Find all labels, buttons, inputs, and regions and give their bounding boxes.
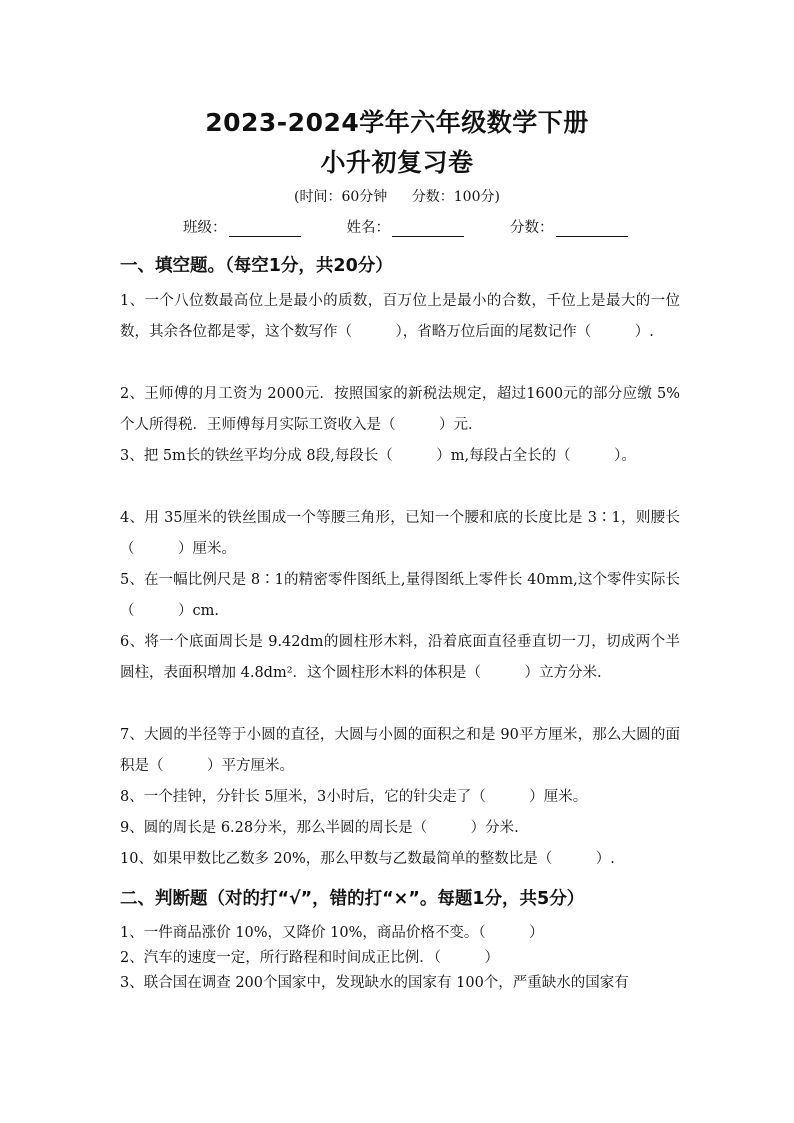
question-fill-6: 6、将一个底面周长是 9.42dm的圆柱形木料，沿着底面直径垂直切一刀，切成两个半圆柱，表面积增加 4.8dm²．这个圆柱形木料的体积是（ ）立方分米. <box>120 634 680 681</box>
class-blank[interactable] <box>229 220 301 237</box>
score-label: 分数： <box>510 220 554 236</box>
question-fill-9: 9、圆的周长是 6.28分米，那么半圆的周长是（ ）分米. <box>120 820 519 836</box>
section-judge-heading: 二、判断题（对的打“√”，错的打“×”。每题1分，共5分） <box>120 889 585 909</box>
question-fill-7: 7、大圆的半径等于小圆的直径，大圆与小圆的面积之和是 90平方厘米，那么大圆的面积是（ ）平方厘米。 <box>120 727 680 774</box>
question-fill-2: 2、王师傅的月工资为 2000元．按照国家的新税法规定，超过1600元的部分应缴 5%个人所得税．王师傅每月实际工资收入是（ ）元． <box>120 386 680 433</box>
score-blank[interactable] <box>556 220 628 237</box>
score-field <box>510 216 628 237</box>
name-field <box>347 216 465 237</box>
class-field <box>183 216 301 237</box>
section-fill-in-heading: 一、填空题。（每空1分，共20分） <box>120 256 393 276</box>
question-fill-3: 3、把 5m长的铁丝平均分成 8段,每段长（ ）m,每段占全长的（ ）。 <box>120 448 636 464</box>
time-info: (时间：60分钟 <box>294 189 388 205</box>
exam-title: 2023-2024学年六年级数学下册 <box>205 108 589 137</box>
question-fill-10: 10、如果甲数比乙数多 20%，那么甲数与乙数最简单的整数比是（ ）. <box>120 851 615 867</box>
name-blank[interactable] <box>392 220 464 237</box>
question-judge-1: 1、一件商品涨价 10%，又降价 10%，商品价格不变。（ ） <box>120 925 544 941</box>
question-fill-1: 1、一个八位数最高位上是最小的质数，百万位上是最小的合数，千位上是最大的一位数，其余各位都是零，这个数写作（ ），省略万位后面的尾数记作（ ）. <box>120 293 680 340</box>
question-fill-8: 8、一个挂钟，分针长 5厘米，3小时后，它的针尖走了（ ）厘米。 <box>120 789 588 805</box>
question-judge-3: 3、联合国在调查 200个国家中，发现缺水的国家有 100个，严重缺水的国家有 <box>120 975 629 991</box>
question-fill-4: 4、用 35厘米的铁丝围成一个等腰三角形，已知一个腰和底的长度比是 3∶1，则腰长（ ）厘米。 <box>120 510 680 557</box>
class-label: 班级： <box>183 220 227 236</box>
student-info-row <box>183 216 674 237</box>
score-info: 分数：100分) <box>411 189 500 205</box>
exam-meta <box>0 186 794 206</box>
question-fill-5: 5、在一幅比例尺是 8∶1的精密零件图纸上,量得图纸上零件长 40mm,这个零件实际长（ ）cm. <box>120 572 680 619</box>
name-label: 姓名： <box>346 220 390 236</box>
question-judge-2: 2、汽车的速度一定，所行路程和时间成正比例．（ ） <box>120 950 499 966</box>
exam-subtitle: 小升初复习卷 <box>320 148 474 177</box>
